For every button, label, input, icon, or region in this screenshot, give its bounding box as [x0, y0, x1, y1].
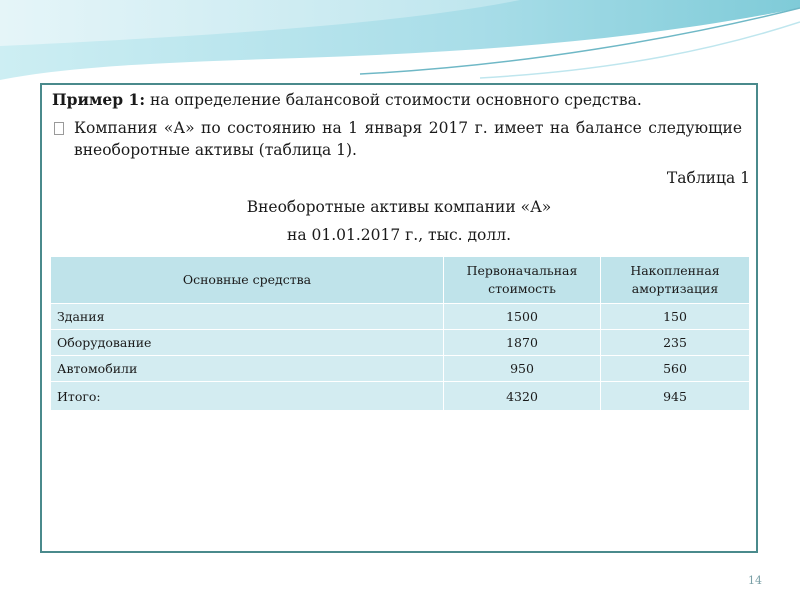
content-frame — [40, 83, 758, 553]
table-cell: 150 — [601, 304, 750, 330]
intro-paragraph: Компания «А» по состоянию на 1 января 2017 г. имеет на балансе следующие внеоборотные активы (таблица 1). — [74, 119, 742, 159]
table-row — [51, 304, 750, 330]
page-number: 14 — [748, 574, 762, 587]
table-row — [51, 356, 750, 382]
header-cell: Первоначальная стоимость — [444, 257, 601, 304]
header-cell: Накопленная амортизация — [601, 257, 750, 304]
table-cell: 1870 — [444, 330, 601, 356]
example-text: на определение балансовой стоимости основного средства. — [145, 91, 642, 109]
table-cell: 235 — [601, 330, 750, 356]
table-title: Внеоборотные активы компании «А» — [246, 198, 552, 216]
table-cell: 950 — [444, 356, 601, 382]
table-total-row — [51, 382, 750, 411]
table-subtitle: на 01.01.2017 г., тыс. долл. — [286, 226, 512, 244]
assets-table — [50, 256, 750, 411]
table-cell: 4320 — [444, 382, 601, 411]
table-row — [51, 330, 750, 356]
table-number: Таблица 1 — [666, 169, 750, 187]
decorative-wave-header — [0, 0, 800, 90]
table-cell: 560 — [601, 356, 750, 382]
table-cell: Здания — [51, 304, 444, 330]
table-cell: 945 — [601, 382, 750, 411]
header-cell: Основные средства — [51, 257, 444, 304]
table-header-row — [51, 257, 750, 304]
bullet-icon — [54, 122, 64, 135]
table-cell: Автомобили — [51, 356, 444, 382]
table-cell: Итого: — [51, 382, 444, 411]
table-cell: Оборудование — [51, 330, 444, 356]
table-cell: 1500 — [444, 304, 601, 330]
example-label: Пример 1: — [52, 90, 146, 109]
example-heading — [52, 89, 642, 111]
